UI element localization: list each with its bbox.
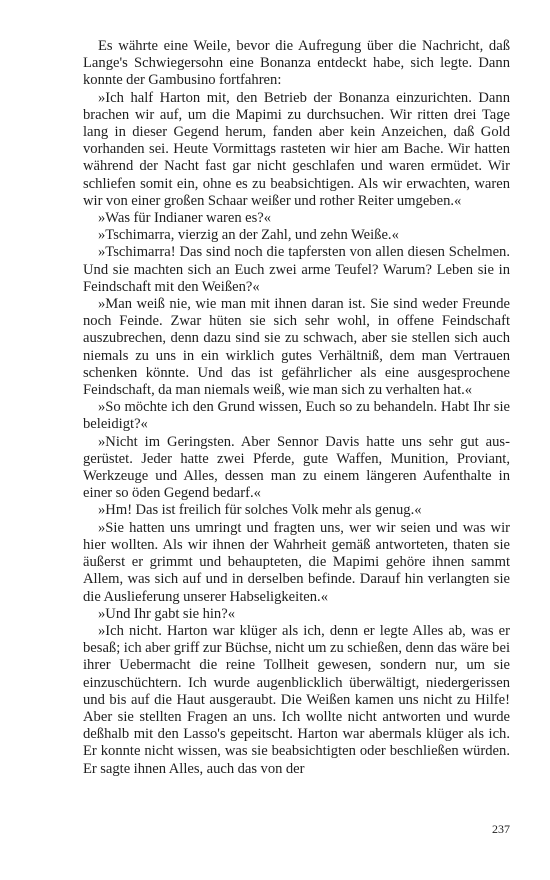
paragraph: »So möchte ich den Grund wissen, Euch so zu behandeln. Habt Ihr sie beleidigt?« [83, 399, 510, 433]
paragraph: »Was für Indianer waren es?« [98, 210, 272, 227]
paragraph: »Ich nicht. Harton war klüger als ich, denn er legte Alles ab, was er besaß; ich aber griff zur Büchse, nicht um zu schießen, denn das wäre bei ihrer Uebermacht die reine Tollheit gewesen, sondern nur, um sie einzuschüchtern. Ich wurde augenblicklich überwältigt, niedergerissen und bis auf die Haut ausgeraubt. Die Weißen kamen uns nicht zu Hilfe! Aber sie stellten Fragen an uns. Ich wollte nicht antworten und wurde deßhalb mit den Lasso's gepeitscht. Harton war abermals klüger als ich. Er konnte nicht wissen, was sie beabsichtigten oder beschließen würden. Er sagte ihnen Alles, auch das von der [83, 622, 510, 777]
paragraph: »Man weiß nie, wie man mit ihnen daran ist. Sie sind weder Freunde noch Feinde. Zwar hüten sie sich sehr wohl, in offene Feindschaft auszubrechen, denn dazu sind sie zu schwach, aber sie stellen sich auch niemals zu uns in ein wirklich gutes Verhältniß, dem man Vertrauen schenken könnte. Und das ist gefährlicher als eine ausgesprochene Feindschaft, da man niemals weiß, wie man sich zu verhalten hat.« [83, 296, 510, 399]
body-text [83, 38, 510, 778]
paragraph: »Ich half Harton mit, den Betrieb der Bonanza einzurichten. Dann brachen wir auf, um die Mapimi zu durchsuchen. Wir ritten drei Tage lang in dieser Gegend herum, fanden aber kein Anzeichen, daß Gold vorhanden sei. Heute Vormittags rasteten wir hier am Bache. Wir hatten während der Nacht fast gar nicht geschlafen und waren ermüdet. Wir schliefen somit ein, ohne es zu beabsichtigen. Als wir erwachten, waren wir von einer großen Schaar weißer und rother Reiter umgeben.« [83, 89, 510, 209]
paragraph: »Tschimarra! Das sind noch die tapfersten von allen diesen Schelmen. Und sie machten sich an Euch zwei arme Teufel? Warum? Leben sie in Feindschaft mit den Weißen?« [83, 244, 510, 295]
paragraph: »Nicht im Geringsten. Aber Sennor Davis hatte uns sehr gut ausgerüstet. Jeder hatte zwei Pferde, gute Waffen, Munition, Proviant, Werkzeuge und Alles, dessen man zu einem längeren Aufenthalte in einer so öden Gegend bedarf.« [83, 433, 510, 502]
paragraph: Es währte eine Weile, bevor die Aufregung über die Nachricht, daß Lange's Schwiegersohn eine Bonanza entdeckt habe, sich legte. Dann konnte der Gambusino fortfahren: [83, 38, 510, 89]
paragraph: »Tschimarra, vierzig an der Zahl, und zehn Weiße.« [98, 227, 399, 244]
paragraph: »Sie hatten uns umringt und fragten uns, wer wir seien und was wir hier wollten. Als wir ihnen der Wahrheit gemäß antworteten, thaten sie äußerst er grimmt und behaupteten, die Mapimi gehöre ihnen sammt Allem, was sich auf und in derselben befinde. Darauf hin verlangten sie die Auslieferung unserer Habseligkeiten.« [83, 519, 510, 605]
page-number: 237 [492, 822, 510, 836]
paragraph: »Hm! Das ist freilich für solches Volk mehr als genug.« [98, 502, 422, 519]
paragraph: »Und Ihr gabt sie hin?« [98, 605, 235, 622]
